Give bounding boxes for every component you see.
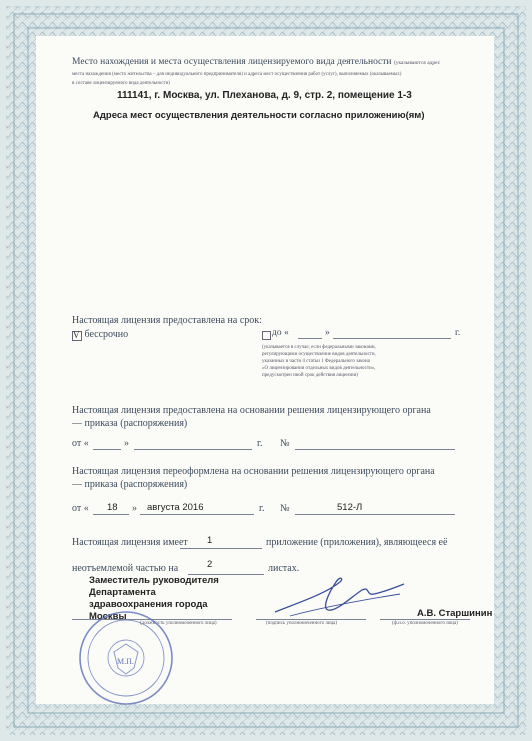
- term-note-3: указанных в части 4 статьи 1 Федерального закона: [262, 359, 370, 364]
- basis-month-line: [134, 449, 252, 450]
- caption-position: (должность уполномоченного лица): [140, 621, 217, 626]
- attachments-count-line: [180, 548, 262, 549]
- basis-line-1: Настоящая лицензия предоставлена на основании решения лицензирующего органа: [72, 405, 431, 416]
- reissue-date-from: от «: [72, 503, 89, 514]
- term-note-1: (указывается в случае, если федеральными законами,: [262, 345, 376, 350]
- reissue-number-line: [295, 514, 455, 515]
- basis-date-close: »: [124, 438, 129, 449]
- basis-line-2: — приказа (распоряжения): [72, 418, 188, 429]
- reissue-day-value: 18: [107, 502, 118, 513]
- term-label: Настоящая лицензия предоставлена на срок:: [72, 315, 262, 326]
- signer-name: А.В. Старшинин: [417, 608, 493, 619]
- signer-position-4: Москвы: [89, 611, 127, 622]
- addresses-note: Адреса мест осуществления деятельности согласно приложению(ям): [93, 110, 425, 121]
- basis-number-line: [295, 449, 455, 450]
- signer-position-1: Заместитель руководителя: [89, 575, 219, 586]
- reissue-line-1: Настоящая лицензия переоформлена на основании решения лицензирующего органа: [72, 466, 435, 477]
- caption-name: (ф.и.о. уполномоченного лица): [392, 621, 458, 626]
- signer-position-3: здравоохранения города: [89, 599, 208, 610]
- basis-year-suffix: г.: [257, 438, 263, 449]
- indefinite-checkbox: V: [72, 331, 82, 341]
- reissue-number-label: №: [280, 503, 290, 514]
- until-day-line: [298, 338, 322, 339]
- until-checkbox: [262, 331, 271, 340]
- reissue-month-line: [140, 514, 254, 515]
- attachments-suffix: приложение (приложения), являющееся её: [266, 537, 448, 548]
- stamp-label: М.П.: [117, 657, 134, 666]
- reissue-year-suffix: г.: [259, 503, 265, 514]
- attachments-line2-suffix: листах.: [268, 563, 300, 574]
- term-note-2: регулирующими осуществление видов деятельности,: [262, 352, 376, 357]
- attachments-line2-prefix: неотъемлемой частью на: [72, 563, 179, 574]
- until-suffix: г.: [455, 328, 461, 338]
- reissue-day-line: [93, 514, 129, 515]
- reissue-date-close: »: [132, 503, 137, 514]
- basis-date-from: от «: [72, 438, 89, 449]
- place-note-2: места нахождения (место жительства – для индивидуального предпринимателя) и адреса мест осуществления работ (услуг), выполняемых (оказываемых): [72, 72, 402, 77]
- until-month-line: [333, 338, 451, 339]
- signer-position-2: Департамента: [89, 587, 156, 598]
- term-note-4: «О лицензировании отдельных видов деятельности»,: [262, 366, 376, 371]
- place-title-row: [72, 57, 440, 67]
- place-note-3: в составе лицензируемого вида деятельности): [72, 81, 171, 86]
- attachments-sheets: 2: [207, 559, 213, 570]
- basis-number-label: №: [280, 438, 290, 449]
- reissue-line-2: — приказа (распоряжения): [72, 479, 188, 490]
- reissue-number-value: 512-Л: [337, 502, 363, 513]
- attachments-count: 1: [207, 535, 213, 546]
- caption-signature: (подпись уполномоченного лица): [266, 621, 338, 626]
- handwritten-signature: [270, 572, 410, 622]
- indefinite-label: бессрочно: [84, 329, 129, 340]
- indefinite-option: [72, 329, 128, 340]
- attachments-prefix: Настоящая лицензия имеет: [72, 537, 188, 548]
- place-note-1: (указываются адрес: [393, 60, 441, 66]
- address-value: 111141, г. Москва, ул. Плеханова, д. 9, стр. 2, помещение 1-3: [117, 90, 412, 101]
- term-note-5: предусмотрен иной срок действия лицензии): [262, 373, 358, 378]
- place-title: Место нахождения и места осуществления лицензируемого вида деятельности: [72, 57, 392, 67]
- basis-day-line: [93, 449, 121, 450]
- until-prefix: до «: [272, 328, 289, 338]
- official-stamp: [64, 608, 194, 708]
- reissue-month-value: августа 2016: [147, 502, 204, 513]
- until-mid: »: [325, 328, 330, 338]
